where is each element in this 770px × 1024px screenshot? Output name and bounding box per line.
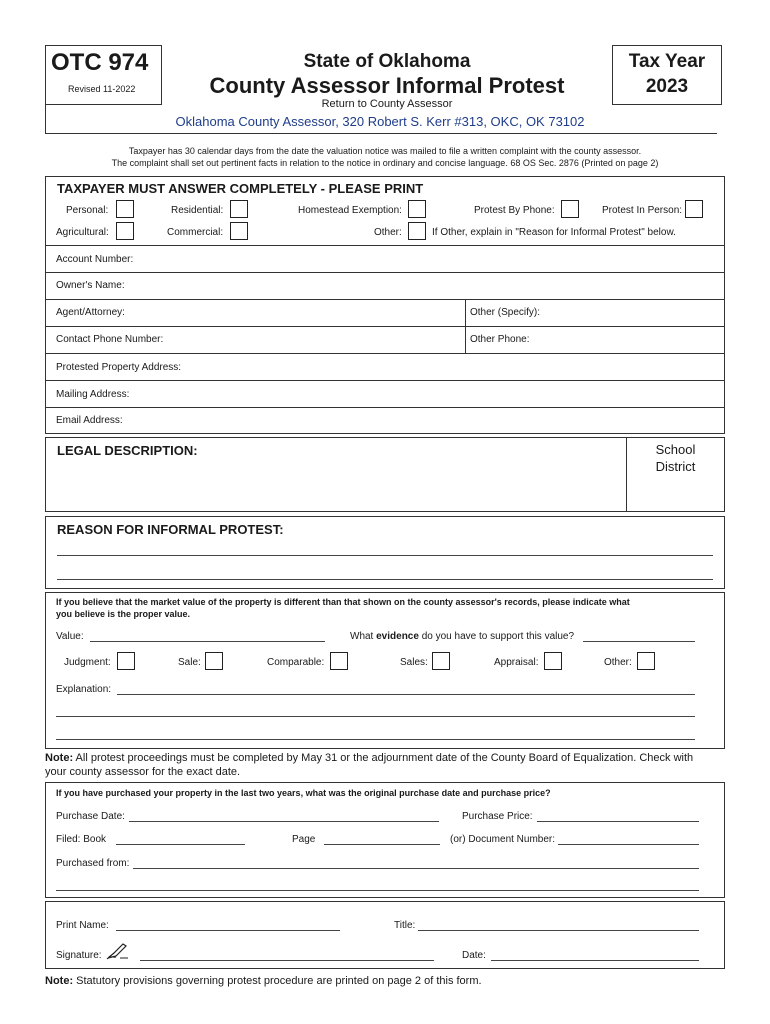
note-statutory: Note: Statutory provisions governing protest procedure are printed on page 2 of this form. bbox=[45, 975, 482, 987]
appraisal-checkbox[interactable] bbox=[544, 652, 562, 670]
document-number-label: (or) Document Number: bbox=[450, 834, 556, 845]
other-explain-note: If Other, explain in "Reason for Informal Protest" below. bbox=[432, 227, 676, 238]
sale-label: Sale: bbox=[178, 657, 201, 668]
row-divider bbox=[45, 326, 725, 327]
judgment-checkbox[interactable] bbox=[117, 652, 135, 670]
purchase-date-label: Purchase Date: bbox=[56, 811, 125, 822]
filed-book-label: Filed: Book bbox=[56, 834, 107, 845]
other-specify-label[interactable]: Other (Specify): bbox=[470, 307, 541, 318]
row-divider bbox=[45, 245, 725, 246]
title-line[interactable] bbox=[418, 930, 699, 931]
personal-checkbox[interactable] bbox=[116, 200, 134, 218]
homestead-label: Homestead Exemption: bbox=[298, 205, 402, 216]
signature-box bbox=[45, 901, 725, 969]
comparable-checkbox[interactable] bbox=[330, 652, 348, 670]
note-deadline-line-2: your county assessor for the exact date. bbox=[45, 766, 241, 778]
purchase-box bbox=[45, 782, 725, 898]
form-code: OTC 974 bbox=[51, 49, 149, 76]
market-question-line-1: If you believe that the market value of the property is different than that shown on the county assessor's records, please indicate what bbox=[56, 597, 630, 607]
personal-label: Personal: bbox=[66, 205, 109, 216]
tax-year-label: Tax Year bbox=[628, 51, 706, 72]
agricultural-checkbox[interactable] bbox=[116, 222, 134, 240]
book-line[interactable] bbox=[116, 844, 245, 845]
district-label: District bbox=[655, 459, 696, 474]
agent-label[interactable]: Agent/Attorney: bbox=[56, 307, 125, 318]
residential-label: Residential: bbox=[171, 205, 224, 216]
return-to: Return to County Assessor bbox=[321, 98, 453, 110]
reason-heading: REASON FOR INFORMAL PROTEST: bbox=[57, 522, 284, 537]
tax-year: 2023 bbox=[645, 76, 689, 97]
other-evidence-label: Other: bbox=[604, 657, 632, 668]
sale-checkbox[interactable] bbox=[205, 652, 223, 670]
email-label[interactable]: Email Address: bbox=[56, 415, 123, 426]
protest-phone-checkbox[interactable] bbox=[561, 200, 579, 218]
row-divider bbox=[45, 299, 725, 300]
print-name-label: Print Name: bbox=[56, 920, 109, 931]
sales-checkbox[interactable] bbox=[432, 652, 450, 670]
page-line[interactable] bbox=[324, 844, 440, 845]
mailing-address-label[interactable]: Mailing Address: bbox=[56, 389, 130, 400]
date-label: Date: bbox=[462, 950, 486, 961]
market-question-line-2: you believe is the proper value. bbox=[56, 609, 191, 619]
protest-person-label: Protest In Person: bbox=[602, 205, 683, 216]
intro-line-1: Taxpayer has 30 calendar days from the date the valuation notice was mailed to file a written complaint with the county assessor. bbox=[128, 146, 642, 156]
header-bottom-rule bbox=[45, 133, 717, 134]
purchase-question: If you have purchased your property in the last two years, what was the original purchase date and purchase price? bbox=[56, 788, 551, 798]
purchased-from-line-1[interactable] bbox=[133, 868, 699, 869]
protest-phone-label: Protest By Phone: bbox=[474, 205, 555, 216]
purchase-price-label: Purchase Price: bbox=[462, 811, 533, 822]
sales-label: Sales: bbox=[400, 657, 428, 668]
legal-description-heading: LEGAL DESCRIPTION: bbox=[57, 443, 198, 458]
school-label: School bbox=[655, 442, 696, 457]
reason-line-2[interactable] bbox=[57, 579, 713, 580]
print-name-line[interactable] bbox=[116, 930, 340, 931]
explanation-label: Explanation: bbox=[56, 684, 112, 695]
row-divider bbox=[45, 380, 725, 381]
row-divider bbox=[45, 353, 725, 354]
explanation-line-2[interactable] bbox=[56, 716, 695, 717]
explanation-line-3[interactable] bbox=[56, 739, 695, 740]
title-label: Title: bbox=[394, 920, 416, 931]
note-deadline-line-1: Note: All protest proceedings must be completed by May 31 or the adjournment date of the County Board of Equalization. Check with bbox=[45, 752, 694, 764]
purchased-from-line-2[interactable] bbox=[56, 890, 699, 891]
signature-label: Signature: bbox=[56, 950, 102, 961]
comparable-label: Comparable: bbox=[267, 657, 325, 668]
assessor-address: Oklahoma County Assessor, 320 Robert S. Kerr #313, OKC, OK 73102 bbox=[175, 114, 585, 129]
agricultural-label: Agricultural: bbox=[56, 227, 109, 238]
appraisal-label: Appraisal: bbox=[494, 657, 539, 668]
other-evidence-checkbox[interactable] bbox=[637, 652, 655, 670]
value-label: Value: bbox=[56, 631, 84, 642]
evidence-input-line[interactable] bbox=[583, 641, 695, 642]
pen-signature-icon bbox=[106, 942, 130, 960]
homestead-checkbox[interactable] bbox=[408, 200, 426, 218]
other-type-label: Other: bbox=[374, 227, 402, 238]
evidence-question: What evidence do you have to support this value? bbox=[350, 631, 575, 642]
date-line[interactable] bbox=[491, 960, 699, 961]
explanation-line-1[interactable] bbox=[117, 694, 695, 695]
owner-name-label[interactable]: Owner's Name: bbox=[56, 280, 125, 291]
commercial-label: Commercial: bbox=[167, 227, 224, 238]
commercial-checkbox[interactable] bbox=[230, 222, 248, 240]
form-title: County Assessor Informal Protest bbox=[209, 73, 565, 98]
residential-checkbox[interactable] bbox=[230, 200, 248, 218]
signature-line[interactable] bbox=[140, 960, 434, 961]
account-number-label[interactable]: Account Number: bbox=[56, 254, 134, 265]
purchased-from-label: Purchased from: bbox=[56, 858, 130, 869]
protest-person-checkbox[interactable] bbox=[685, 200, 703, 218]
other-type-checkbox[interactable] bbox=[408, 222, 426, 240]
revised-date: Revised 11-2022 bbox=[68, 84, 136, 94]
row-divider bbox=[45, 272, 725, 273]
other-phone-label[interactable]: Other Phone: bbox=[470, 334, 530, 345]
taxpayer-heading: TAXPAYER MUST ANSWER COMPLETELY - PLEASE PRINT bbox=[57, 181, 424, 196]
state-title: State of Oklahoma bbox=[303, 51, 471, 72]
value-input-line[interactable] bbox=[90, 641, 325, 642]
document-number-line[interactable] bbox=[558, 844, 699, 845]
contact-phone-label[interactable]: Contact Phone Number: bbox=[56, 334, 164, 345]
intro-line-2: The complaint shall set out pertinent facts in relation to the notice in ordinary and concise language. 68 OS Sec. 2876 (Printed on page 2) bbox=[111, 158, 659, 168]
reason-line-1[interactable] bbox=[57, 555, 713, 556]
row-divider bbox=[45, 407, 725, 408]
purchase-date-line[interactable] bbox=[129, 821, 439, 822]
purchase-price-line[interactable] bbox=[537, 821, 699, 822]
property-address-label[interactable]: Protested Property Address: bbox=[56, 362, 182, 373]
judgment-label: Judgment: bbox=[64, 657, 111, 668]
page-label: Page bbox=[292, 834, 316, 845]
